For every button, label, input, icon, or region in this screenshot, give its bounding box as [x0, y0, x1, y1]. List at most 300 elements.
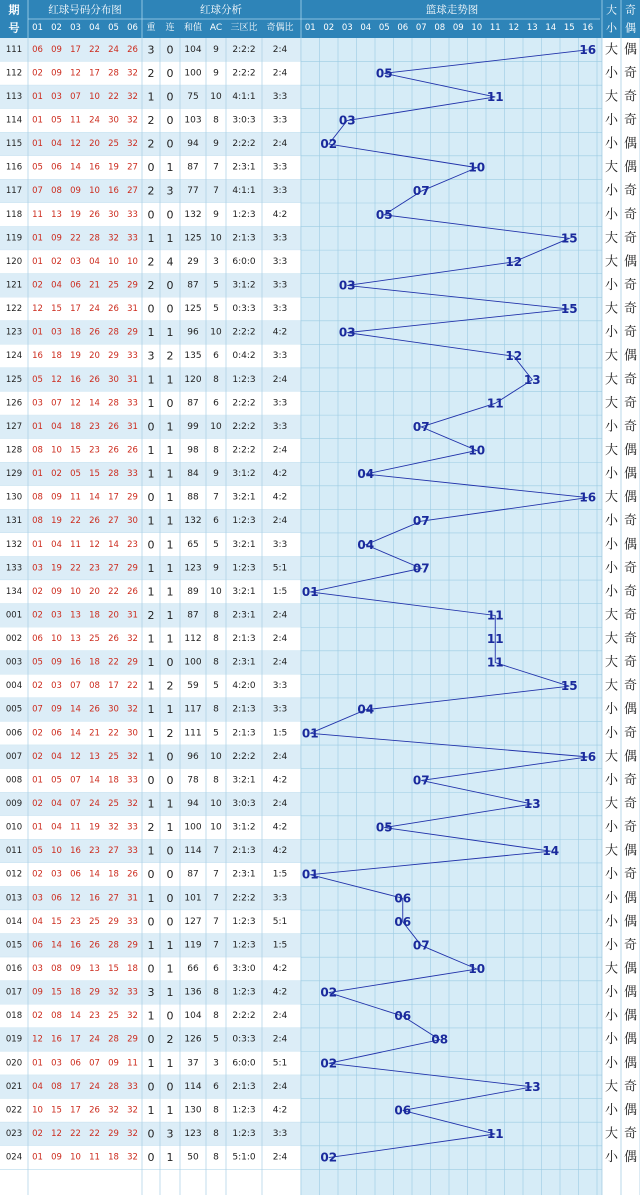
red-number: 25 — [89, 916, 100, 927]
period-cell: 118 — [5, 209, 23, 220]
red-number: 16 — [70, 846, 81, 857]
analysis-cell: 4:2 — [272, 775, 288, 786]
parity-cell: 偶 — [623, 1102, 638, 1118]
period-cell: 004 — [5, 681, 23, 692]
parity-cell: 奇 — [623, 725, 638, 741]
analysis-cell: 0 — [147, 915, 155, 929]
red-number: 33 — [127, 398, 138, 409]
red-number: 25 — [89, 634, 100, 645]
red-number: 29 — [89, 987, 100, 998]
analysis-cell: 9 — [213, 209, 219, 220]
blue-number: 04 — [357, 537, 375, 552]
red-number: 23 — [89, 846, 100, 857]
analysis-cell: 0 — [147, 302, 155, 316]
analysis-cell: 0 — [147, 868, 155, 882]
size-cell: 小 — [604, 1055, 619, 1071]
period-cell: 115 — [5, 139, 23, 150]
analysis-cell: 0 — [147, 538, 155, 552]
red-number: 29 — [127, 1034, 138, 1045]
red-number: 02 — [32, 681, 43, 692]
analysis-cell: 4:2:0 — [232, 681, 256, 692]
blue-number: 15 — [560, 302, 578, 317]
parity-cell: 奇 — [623, 277, 638, 293]
analysis-cell: 0 — [166, 891, 174, 905]
red-number: 06 — [32, 44, 43, 55]
red-number: 32 — [108, 233, 119, 244]
analysis-cell: 2:4 — [272, 1152, 288, 1163]
parity-cell: 偶 — [623, 914, 638, 930]
analysis-cell: 1 — [147, 938, 155, 952]
red-number: 01 — [32, 327, 43, 338]
red-number: 31 — [127, 304, 138, 315]
analysis-cell: 1:2:3 — [232, 987, 256, 998]
analysis-cell: 87 — [187, 398, 199, 409]
blue-number: 05 — [375, 820, 393, 835]
parity-cell: 奇 — [623, 183, 638, 199]
analysis-cell: 1 — [147, 891, 155, 905]
parity-cell: 偶 — [623, 1032, 638, 1048]
blue-number: 11 — [486, 89, 504, 104]
parity-cell: 奇 — [623, 395, 638, 411]
size-cell: 大 — [604, 631, 619, 647]
period-cell: 130 — [5, 492, 23, 503]
red-number: 22 — [89, 44, 100, 55]
size-cell: 小 — [604, 65, 619, 81]
analysis-cell: 120 — [184, 374, 202, 385]
red-number: 33 — [127, 822, 138, 833]
red-number: 02 — [32, 869, 43, 880]
analysis-cell: 2:4 — [272, 139, 288, 150]
red-number: 04 — [32, 1081, 43, 1092]
red-number: 04 — [51, 799, 62, 810]
analysis-cell: 3:2:1 — [232, 492, 256, 503]
header-parity-2: 偶 — [625, 21, 636, 35]
analysis-cell: 1 — [166, 797, 174, 811]
red-number: 22 — [108, 657, 119, 668]
parity-cell: 偶 — [623, 1055, 638, 1071]
red-number: 11 — [89, 1152, 100, 1163]
analysis-cell: 1 — [147, 750, 155, 764]
blue-number: 02 — [320, 1150, 338, 1165]
blue-number: 11 — [486, 396, 504, 411]
analysis-cell: 1 — [147, 656, 155, 670]
red-number: 16 — [32, 351, 43, 362]
header-red-col: 05 — [108, 23, 119, 33]
analysis-cell: 3 — [147, 349, 155, 363]
analysis-cell: 2:4 — [272, 799, 288, 810]
header-blue-col: 12 — [508, 23, 520, 33]
blue-number: 06 — [394, 1009, 412, 1024]
size-cell: 大 — [604, 42, 619, 58]
red-number: 08 — [89, 681, 100, 692]
red-number: 14 — [108, 539, 119, 550]
blue-number: 11 — [486, 655, 504, 670]
analysis-cell: 114 — [184, 1081, 202, 1092]
period-cell: 121 — [5, 280, 23, 291]
analysis-cell: 1 — [166, 1056, 174, 1070]
analysis-cell: 2:2:2 — [232, 751, 256, 762]
red-number: 26 — [108, 304, 119, 315]
parity-cell: 偶 — [623, 985, 638, 1001]
analysis-cell: 3:1:2 — [232, 822, 256, 833]
analysis-cell: 10 — [210, 822, 222, 833]
red-number: 06 — [32, 634, 43, 645]
blue-number: 10 — [468, 962, 486, 977]
analysis-cell: 100 — [184, 68, 202, 79]
red-number: 29 — [127, 657, 138, 668]
red-number: 03 — [51, 869, 62, 880]
analysis-cell: 1:2:3 — [232, 374, 256, 385]
red-number: 17 — [70, 1081, 81, 1092]
blue-number: 13 — [523, 797, 541, 812]
blue-number: 06 — [394, 914, 412, 929]
size-cell: 小 — [604, 277, 619, 293]
blue-number: 10 — [468, 443, 486, 458]
analysis-cell: 125 — [184, 304, 202, 315]
size-cell: 小 — [604, 207, 619, 223]
analysis-cell: 2:2:2 — [232, 139, 256, 150]
analysis-cell: 3:3 — [272, 233, 288, 244]
red-number: 01 — [32, 775, 43, 786]
period-cell: 002 — [5, 634, 23, 645]
analysis-cell: 9 — [213, 563, 219, 574]
header-red-col: 03 — [70, 23, 81, 33]
analysis-cell: 3:3 — [272, 704, 288, 715]
red-number: 26 — [89, 327, 100, 338]
header-analysis-col: 和值 — [183, 23, 203, 33]
analysis-cell: 2:4 — [272, 1011, 288, 1022]
red-number: 15 — [51, 987, 62, 998]
analysis-cell: 2:4 — [272, 445, 288, 456]
analysis-cell: 1 — [147, 90, 155, 104]
size-cell: 大 — [604, 796, 619, 812]
red-number: 23 — [70, 916, 81, 927]
analysis-cell: 1 — [166, 514, 174, 528]
red-number: 11 — [70, 539, 81, 550]
red-number: 01 — [32, 1058, 43, 1069]
size-cell: 小 — [604, 1102, 619, 1118]
blue-number: 07 — [412, 514, 430, 529]
period-cell: 016 — [5, 964, 23, 975]
analysis-cell: 59 — [187, 681, 199, 692]
analysis-cell: 1 — [166, 467, 174, 481]
red-number: 26 — [89, 704, 100, 715]
header-blue-col: 04 — [360, 23, 372, 33]
red-number: 19 — [70, 351, 81, 362]
red-number: 24 — [89, 1034, 100, 1045]
header-blue-col: 10 — [471, 23, 483, 33]
size-cell: 小 — [604, 419, 619, 435]
analysis-cell: 6:0:0 — [232, 256, 256, 267]
analysis-cell: 3 — [213, 256, 219, 267]
analysis-cell: 2:2:2 — [232, 1011, 256, 1022]
period-cell: 017 — [5, 987, 23, 998]
red-number: 26 — [127, 44, 138, 55]
analysis-cell: 0:3:3 — [232, 304, 256, 315]
parity-cell: 奇 — [623, 372, 638, 388]
red-number: 01 — [32, 91, 43, 102]
analysis-cell: 3:3 — [272, 304, 288, 315]
analysis-cell: 0 — [166, 750, 174, 764]
analysis-cell: 1:2:3 — [232, 940, 256, 951]
red-number: 32 — [127, 1011, 138, 1022]
analysis-cell: 1 — [147, 726, 155, 740]
blue-number: 15 — [560, 679, 578, 694]
analysis-cell: 1 — [166, 1151, 174, 1165]
parity-cell: 偶 — [623, 160, 638, 176]
analysis-cell: 2 — [147, 608, 155, 622]
analysis-cell: 1:2:3 — [232, 1129, 256, 1140]
red-number: 07 — [32, 186, 43, 197]
red-number: 01 — [32, 256, 43, 267]
analysis-cell: 8 — [213, 634, 219, 645]
analysis-cell: 0 — [166, 773, 174, 787]
analysis-cell: 0 — [147, 1033, 155, 1047]
red-number: 06 — [51, 728, 62, 739]
header-blue-trend: 篮球走势图 — [425, 4, 479, 16]
analysis-cell: 1 — [147, 231, 155, 245]
red-number: 22 — [70, 233, 81, 244]
analysis-cell: 2 — [147, 255, 155, 269]
size-cell: 小 — [604, 725, 619, 741]
red-number: 04 — [89, 256, 100, 267]
analysis-cell: 29 — [187, 256, 199, 267]
red-number: 33 — [127, 775, 138, 786]
analysis-cell: 8 — [213, 987, 219, 998]
red-number: 32 — [108, 987, 119, 998]
red-number: 26 — [89, 516, 100, 527]
analysis-cell: 1 — [147, 1056, 155, 1070]
red-number: 14 — [51, 940, 62, 951]
red-number: 02 — [32, 610, 43, 621]
parity-cell: 偶 — [623, 1008, 638, 1024]
period-cell: 122 — [5, 304, 23, 315]
analysis-cell: 7 — [213, 869, 219, 880]
red-number: 19 — [51, 563, 62, 574]
size-cell: 大 — [604, 395, 619, 411]
blue-number: 05 — [375, 66, 393, 81]
red-number: 32 — [127, 1152, 138, 1163]
analysis-cell: 1 — [166, 938, 174, 952]
analysis-cell: 3:3 — [272, 162, 288, 173]
parity-cell: 偶 — [623, 1150, 638, 1166]
analysis-cell: 123 — [184, 563, 202, 574]
analysis-cell: 0 — [166, 66, 174, 80]
red-number: 10 — [51, 846, 62, 857]
parity-cell: 奇 — [623, 89, 638, 105]
red-number: 11 — [127, 1058, 138, 1069]
size-cell: 大 — [604, 372, 619, 388]
analysis-cell: 1 — [166, 443, 174, 457]
period-cell: 116 — [5, 162, 23, 173]
red-number: 09 — [51, 657, 62, 668]
header-analysis-col: 连 — [165, 23, 175, 33]
size-cell: 大 — [604, 442, 619, 458]
analysis-cell: 10 — [210, 421, 222, 432]
period-cell: 123 — [5, 327, 23, 338]
analysis-cell: 2 — [147, 278, 155, 292]
header-analysis-col: 三区比 — [230, 23, 258, 33]
analysis-cell: 8 — [213, 657, 219, 668]
analysis-cell: 84 — [187, 469, 199, 480]
red-number: 01 — [32, 139, 43, 150]
blue-number: 15 — [560, 231, 578, 246]
blue-number: 01 — [301, 584, 319, 599]
analysis-cell: 1 — [147, 326, 155, 340]
blue-number: 03 — [338, 278, 356, 293]
blue-number: 04 — [357, 467, 375, 482]
size-cell: 小 — [604, 584, 619, 600]
red-number: 05 — [32, 374, 43, 385]
red-number: 04 — [51, 539, 62, 550]
analysis-cell: 3:0:3 — [232, 115, 256, 126]
red-number: 01 — [32, 822, 43, 833]
analysis-cell: 3:1:2 — [232, 280, 256, 291]
analysis-cell: 117 — [184, 704, 202, 715]
red-number: 09 — [51, 1152, 62, 1163]
size-cell: 小 — [604, 1150, 619, 1166]
blue-number: 12 — [505, 349, 523, 364]
red-number: 09 — [51, 586, 62, 597]
red-number: 29 — [108, 351, 119, 362]
analysis-cell: 3 — [147, 43, 155, 57]
analysis-cell: 1 — [147, 844, 155, 858]
red-number: 28 — [108, 398, 119, 409]
parity-cell: 偶 — [623, 961, 638, 977]
red-number: 02 — [32, 728, 43, 739]
red-number: 26 — [108, 421, 119, 432]
red-number: 22 — [127, 681, 138, 692]
red-number: 15 — [51, 304, 62, 315]
red-number: 17 — [108, 492, 119, 503]
red-number: 26 — [89, 940, 100, 951]
analysis-cell: 104 — [184, 1011, 202, 1022]
period-cell: 119 — [5, 233, 23, 244]
red-number: 30 — [108, 115, 119, 126]
red-number: 30 — [108, 209, 119, 220]
red-number: 13 — [51, 209, 62, 220]
analysis-cell: 3:3 — [272, 256, 288, 267]
analysis-cell: 3 — [166, 184, 174, 198]
analysis-cell: 0 — [166, 915, 174, 929]
red-number: 14 — [89, 869, 100, 880]
analysis-cell: 3:3 — [272, 681, 288, 692]
trend-background — [301, 38, 602, 1195]
period-cell: 012 — [5, 869, 23, 880]
red-number: 13 — [89, 964, 100, 975]
header-red-col: 01 — [32, 23, 43, 33]
analysis-cell: 0 — [147, 773, 155, 787]
red-number: 24 — [89, 115, 100, 126]
blue-number: 16 — [579, 490, 597, 505]
analysis-cell: 2:1:3 — [232, 634, 256, 645]
analysis-cell: 89 — [187, 586, 199, 597]
analysis-cell: 5:1 — [272, 916, 288, 927]
analysis-cell: 1 — [166, 161, 174, 175]
red-number: 07 — [70, 775, 81, 786]
red-number: 33 — [127, 209, 138, 220]
size-cell: 小 — [604, 466, 619, 482]
analysis-cell: 1 — [147, 797, 155, 811]
period-cell: 120 — [5, 256, 23, 267]
analysis-cell: 0 — [166, 278, 174, 292]
analysis-cell: 1:5 — [272, 940, 288, 951]
analysis-cell: 2:3:1 — [232, 162, 256, 173]
analysis-cell: 104 — [184, 44, 202, 55]
blue-number: 11 — [486, 608, 504, 623]
red-number: 30 — [127, 516, 138, 527]
red-number: 14 — [70, 1011, 81, 1022]
analysis-cell: 5:1 — [272, 563, 288, 574]
period-cell: 018 — [5, 1011, 23, 1022]
analysis-cell: 1 — [147, 443, 155, 457]
analysis-cell: 4:2 — [272, 987, 288, 998]
analysis-cell: 2:2:2 — [232, 68, 256, 79]
blue-number: 13 — [523, 372, 541, 387]
analysis-cell: 66 — [187, 964, 199, 975]
analysis-cell: 0 — [147, 1080, 155, 1094]
red-number: 27 — [108, 516, 119, 527]
parity-cell: 偶 — [623, 42, 638, 58]
red-number: 33 — [127, 1081, 138, 1092]
analysis-cell: 1 — [147, 679, 155, 693]
blue-number: 03 — [338, 113, 356, 128]
analysis-cell: 94 — [187, 139, 199, 150]
analysis-cell: 1:2:3 — [232, 563, 256, 574]
analysis-cell: 3:3 — [272, 351, 288, 362]
red-number: 12 — [70, 398, 81, 409]
red-number: 32 — [127, 139, 138, 150]
parity-cell: 偶 — [623, 466, 638, 482]
size-cell: 小 — [604, 985, 619, 1001]
analysis-cell: 1:2:3 — [232, 516, 256, 527]
parity-cell: 奇 — [623, 560, 638, 576]
analysis-cell: 4:2 — [272, 209, 288, 220]
analysis-cell: 2:2:2 — [232, 327, 256, 338]
red-number: 11 — [70, 115, 81, 126]
red-number: 16 — [89, 893, 100, 904]
red-number: 17 — [70, 44, 81, 55]
analysis-cell: 6 — [213, 964, 219, 975]
red-number: 09 — [51, 492, 62, 503]
analysis-cell: 2:4 — [272, 751, 288, 762]
analysis-cell: 1 — [147, 1009, 155, 1023]
analysis-cell: 4:2 — [272, 492, 288, 503]
red-number: 16 — [70, 940, 81, 951]
red-number: 30 — [108, 374, 119, 385]
header-blue-col: 01 — [304, 23, 316, 33]
red-number: 07 — [70, 799, 81, 810]
red-number: 33 — [127, 987, 138, 998]
red-number: 18 — [70, 421, 81, 432]
analysis-cell: 1 — [147, 561, 155, 575]
parity-cell: 偶 — [623, 348, 638, 364]
analysis-cell: 1 — [166, 703, 174, 717]
red-number: 03 — [51, 610, 62, 621]
analysis-cell: 2:4 — [272, 1034, 288, 1045]
analysis-cell: 1 — [166, 585, 174, 599]
period-cell: 014 — [5, 916, 23, 927]
red-number: 02 — [32, 68, 43, 79]
parity-cell: 奇 — [623, 937, 638, 953]
red-number: 09 — [32, 987, 43, 998]
size-cell: 小 — [604, 325, 619, 341]
red-number: 19 — [51, 516, 62, 527]
analysis-cell: 1 — [147, 373, 155, 387]
red-number: 10 — [51, 634, 62, 645]
analysis-cell: 1 — [166, 231, 174, 245]
red-number: 25 — [108, 751, 119, 762]
